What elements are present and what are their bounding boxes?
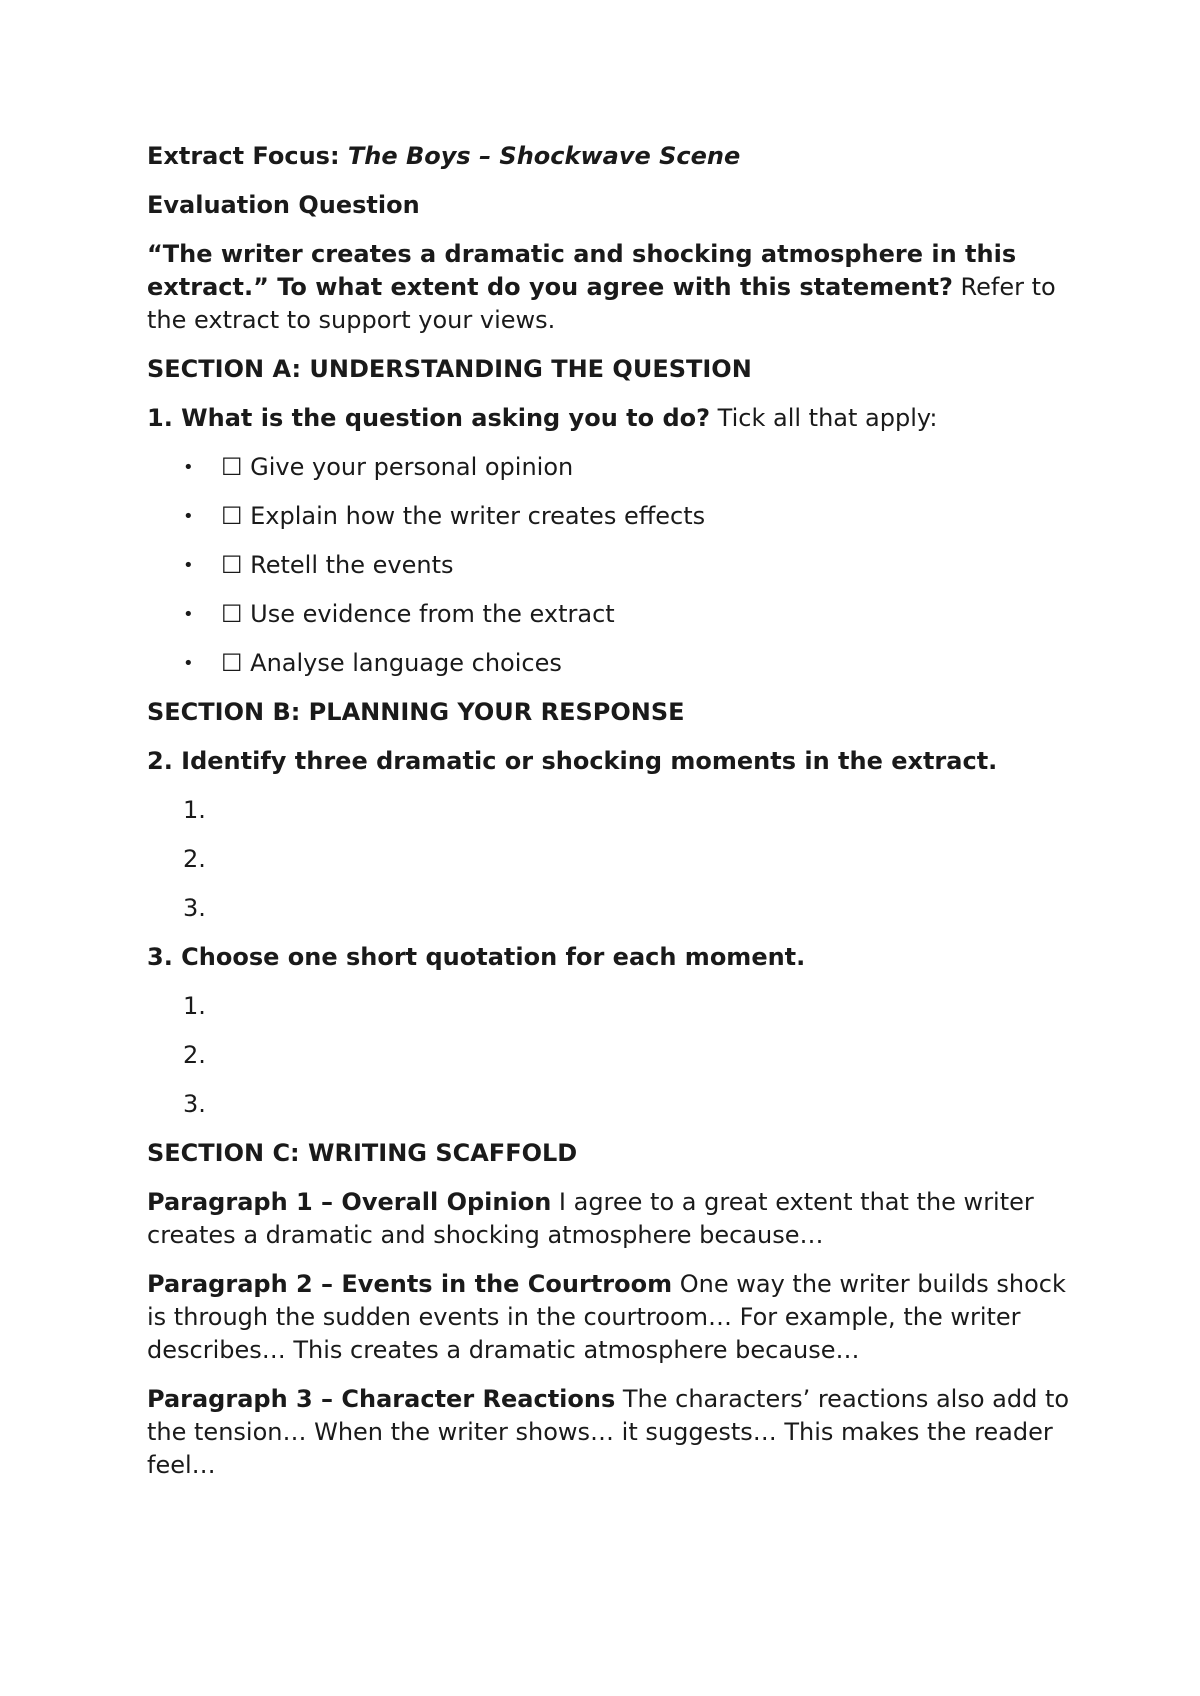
tick-option-label: ☐ Give your personal opinion: [221, 453, 574, 481]
question-1: [147, 402, 1077, 435]
tick-option[interactable]: [147, 549, 1077, 582]
tick-option-label: ☐ Analyse language choices: [221, 649, 562, 677]
extract-focus-line: [147, 140, 1077, 173]
section-c-heading: SECTION C: WRITING SCAFFOLD: [147, 1139, 578, 1167]
question-2: 2. Identify three dramatic or shocking moments in the extract.: [147, 747, 998, 775]
question-3-answers: [147, 990, 1077, 1121]
worksheet-page: [147, 140, 1077, 1498]
section-a-heading: SECTION A: UNDERSTANDING THE QUESTION: [147, 355, 752, 383]
answer-line[interactable]: 3.: [183, 894, 206, 922]
question-3: 3. Choose one short quotation for each moment.: [147, 943, 806, 971]
evaluation-question-heading: Evaluation Question: [147, 191, 420, 219]
paragraph-label: Paragraph 1 – Overall Opinion: [147, 1188, 552, 1216]
extract-title: The Boys – Shockwave Scene: [347, 142, 741, 170]
tick-option-label: ☐ Use evidence from the extract: [221, 600, 615, 628]
scaffold-paragraph-3: [147, 1383, 1077, 1482]
bullet-icon: •: [183, 653, 194, 674]
answer-line[interactable]: 2.: [183, 845, 206, 873]
statement-plain: Refer to the extract to support your views.: [147, 273, 1056, 334]
paragraph-label: Paragraph 2 – Events in the Courtroom: [147, 1270, 673, 1298]
scaffold-paragraph-2: [147, 1268, 1077, 1367]
question-1-plain: Tick all that apply:: [710, 404, 938, 432]
bullet-icon: •: [183, 604, 194, 625]
evaluation-statement: [147, 238, 1077, 337]
tick-option[interactable]: [147, 451, 1077, 484]
paragraph-text: One way the writer builds shock is through the sudden events in the courtroom… For example, the writer describes… This creates a dramatic atmosphere because…: [147, 1270, 1066, 1364]
paragraph-label: Paragraph 3 – Character Reactions: [147, 1385, 616, 1413]
tick-option-label: ☐ Retell the events: [221, 551, 454, 579]
bullet-icon: •: [183, 457, 194, 478]
tick-option[interactable]: [147, 598, 1077, 631]
paragraph-text: The characters’ reactions also add to the tension… When the writer shows… it suggests… This makes the reader feel…: [147, 1385, 1070, 1479]
answer-line[interactable]: 1.: [183, 796, 206, 824]
tick-option[interactable]: [147, 647, 1077, 680]
answer-line[interactable]: 2.: [183, 1041, 206, 1069]
answer-line[interactable]: 3.: [183, 1090, 206, 1118]
question-2-answers: [147, 794, 1077, 925]
question-1-bold: 1. What is the question asking you to do?: [147, 404, 711, 432]
tick-option[interactable]: [147, 500, 1077, 533]
statement-bold: “The writer creates a dramatic and shocking atmosphere in this extract.” To what extent do you agree with this statement?: [147, 240, 1017, 301]
answer-line[interactable]: 1.: [183, 992, 206, 1020]
scaffold-paragraph-1: [147, 1186, 1077, 1252]
bullet-icon: •: [183, 506, 194, 527]
bullet-icon: •: [183, 555, 194, 576]
tick-options-list: [147, 451, 1077, 680]
paragraph-text: I agree to a great extent that the writer creates a dramatic and shocking atmosphere because…: [147, 1188, 1034, 1249]
extract-focus-label: Extract Focus:: [147, 142, 348, 170]
section-b-heading: SECTION B: PLANNING YOUR RESPONSE: [147, 698, 685, 726]
tick-option-label: ☐ Explain how the writer creates effects: [221, 502, 706, 530]
